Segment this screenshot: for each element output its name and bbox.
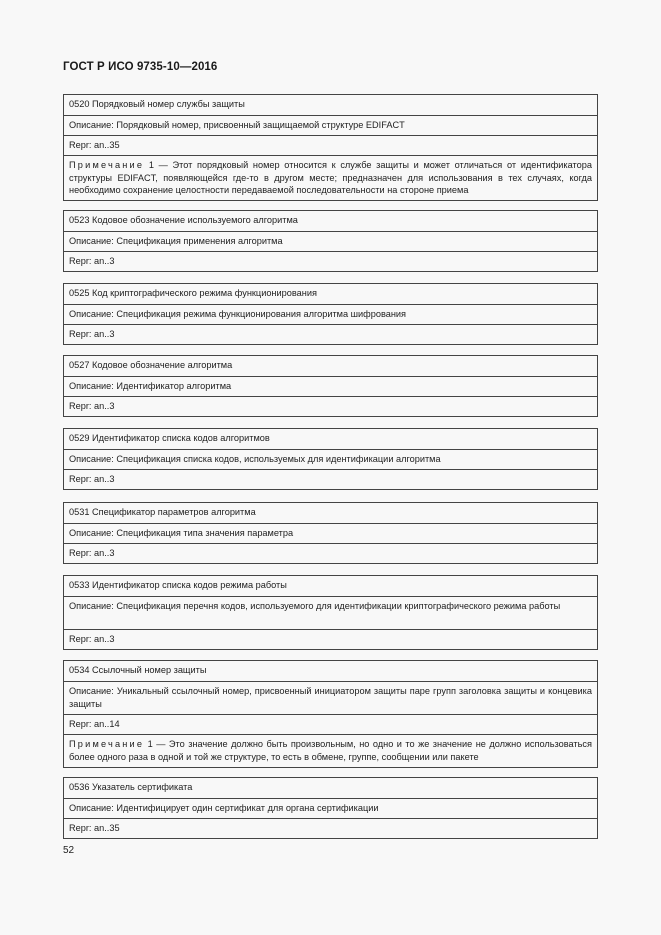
element-repr: Repr: an..3: [64, 396, 597, 416]
element-description: Описание: Спецификация типа значения параметра: [64, 523, 597, 543]
data-element-table-0529: [63, 428, 598, 490]
element-title: 0523 Кодовое обозначение используемого алгоритма: [69, 215, 298, 225]
element-description: Описание: Спецификация списка кодов, используемых для идентификации алгоритма: [64, 449, 597, 469]
element-title: 0520 Порядковый номер службы защиты: [69, 99, 245, 109]
data-element-table-0531: [63, 502, 598, 564]
page-number: 52: [63, 845, 75, 856]
data-element-table-0533: [63, 575, 598, 650]
note-label: Примечание: [69, 739, 145, 749]
element-description: Описание: Идентификатор алгоритма: [64, 376, 597, 396]
data-element-table-0523: [63, 210, 598, 272]
element-description: Описание: Порядковый номер, присвоенный защищаемой структуре EDIFACT: [64, 115, 597, 135]
element-repr: Repr: an..3: [64, 251, 597, 271]
element-title: 0527 Кодовое обозначение алгоритма: [69, 360, 233, 370]
element-description: Описание: Спецификация применения алгоритма: [64, 231, 597, 251]
element-repr: Repr: an..35: [64, 818, 597, 838]
note-label: Примечание: [69, 160, 145, 170]
element-title: 0525 Код криптографического режима функционирования: [69, 288, 317, 298]
element-repr: Repr: an..3: [64, 629, 597, 649]
element-description: Описание: Уникальный ссылочный номер, присвоенный инициатором защиты паре групп заголовка защиты и концевика защиты: [64, 681, 597, 714]
note-text: 1 — Это значение должно быть произвольным, но одно и то же значение не должно использоваться более одного раза в одной и той же структуре, то есть в обмене, группе, сообщении или пакете: [69, 739, 592, 762]
element-repr: Repr: an..3: [64, 324, 597, 344]
element-repr: Repr: an..3: [64, 469, 597, 489]
data-element-table-0534: [63, 660, 598, 768]
element-repr: Repr: an..14: [64, 714, 597, 734]
element-description: Описание: Идентифицирует один сертификат для органа сертификации: [64, 798, 597, 818]
element-repr: Repr: an..3: [64, 543, 597, 563]
element-description: Описание: Спецификация режима функционирования алгоритма шифрования: [64, 304, 597, 324]
element-title: 0529 Идентификатор списка кодов алгоритмов: [69, 433, 270, 443]
element-title: 0531 Спецификатор параметров алгоритма: [69, 507, 256, 517]
element-title: 0536 Указатель сертификата: [69, 782, 193, 792]
element-title: 0534 Ссылочный номер защиты: [69, 665, 207, 675]
data-element-table-0520: [63, 94, 598, 201]
note-text: 1 — Этот порядковый номер относится к службе защиты и может отличаться от идентификатора структуры EDIFACT, появляющейся где-то в другом месте; предназначен для использования в тех случаях, когда необходимо сохранение целостности передаваемой последовательности на стороне приема: [69, 160, 592, 195]
element-title: 0533 Идентификатор списка кодов режима работы: [69, 580, 287, 590]
element-note: [64, 155, 597, 200]
data-element-table-0527: [63, 355, 598, 417]
element-description: Описание: Спецификация перечня кодов, используемого для идентификации криптографического режима работы: [64, 596, 597, 629]
data-element-table-0536: [63, 777, 598, 839]
data-element-table-0525: [63, 283, 598, 345]
element-note: [64, 734, 597, 767]
document-header: ГОСТ Р ИСО 9735-10—2016: [63, 61, 218, 73]
element-repr: Repr: an..35: [64, 135, 597, 155]
